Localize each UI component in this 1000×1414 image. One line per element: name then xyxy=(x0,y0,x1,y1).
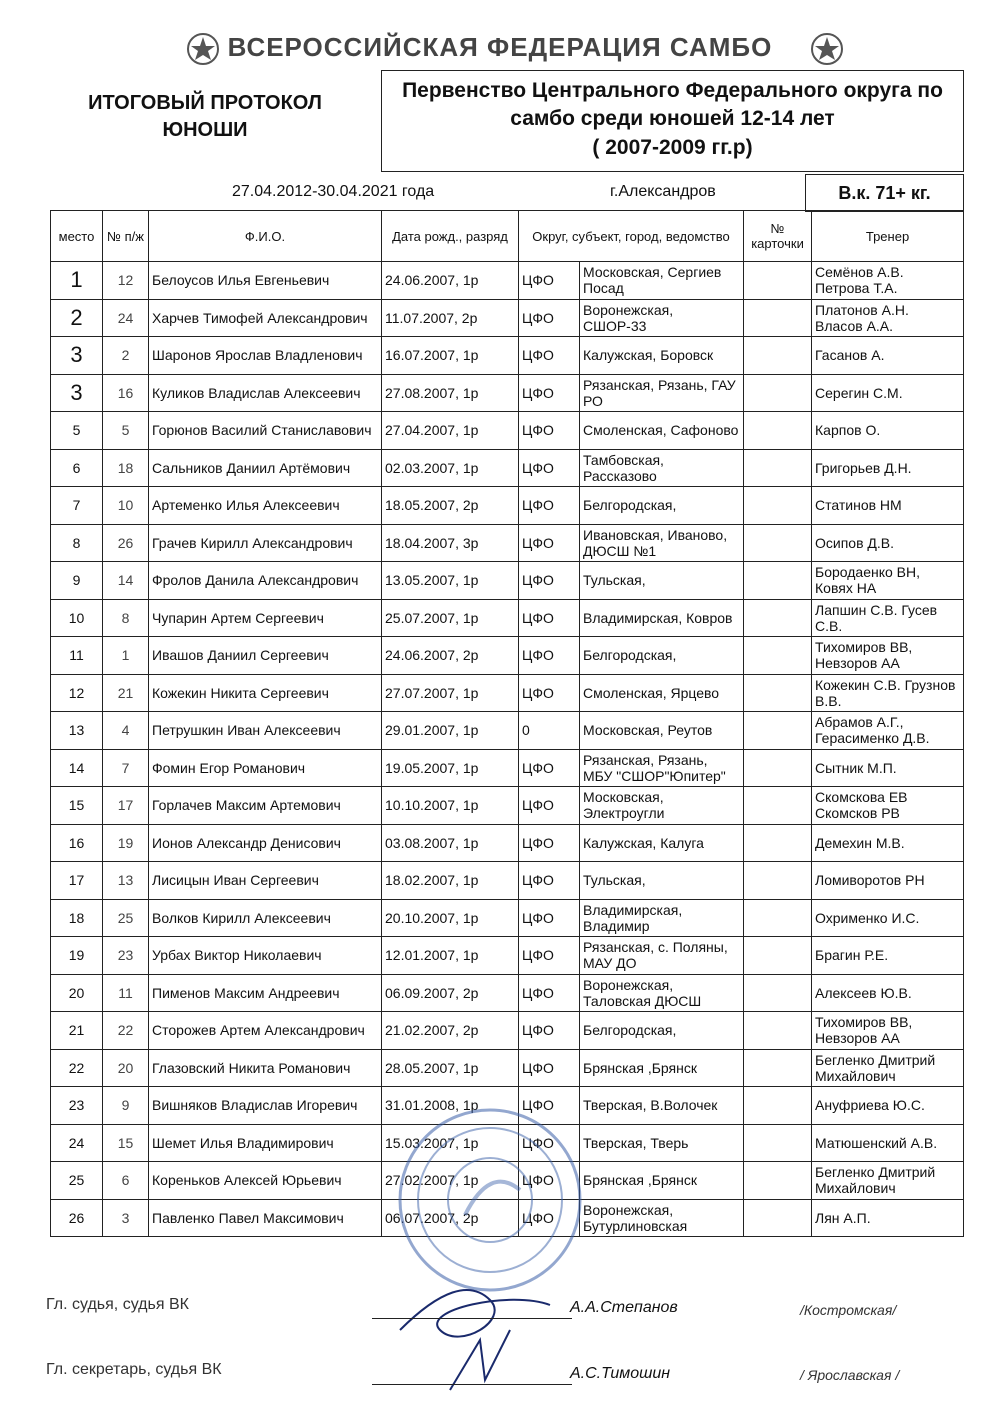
table-row xyxy=(51,562,964,600)
row-num: 10 xyxy=(103,487,149,525)
row-trainer: Лапшин С.В. Гусев С.В. xyxy=(812,599,964,637)
row-fio: Шаронов Ярослав Владленович xyxy=(149,337,382,375)
judge-label: Гл. судья, судья ВК xyxy=(46,1296,189,1313)
row-dob: 20.10.2007, 1р xyxy=(382,899,519,937)
row-region: Московская, Электроугли xyxy=(580,787,744,825)
table-row xyxy=(51,524,964,562)
row-dob: 18.04.2007, 3р xyxy=(382,524,519,562)
table-row xyxy=(51,674,964,712)
table-row xyxy=(51,599,964,637)
row-okrug: ЦФО xyxy=(519,599,580,637)
row-place: 12 xyxy=(51,674,103,712)
row-okrug: ЦФО xyxy=(519,862,580,900)
row-trainer: Кожекин С.В. Грузнов В.В. xyxy=(812,674,964,712)
row-fio: Сальников Даниил Артёмович xyxy=(149,449,382,487)
row-place: 25 xyxy=(51,1162,103,1200)
header-place: место xyxy=(51,211,103,262)
row-okrug: ЦФО xyxy=(519,674,580,712)
row-dob: 27.02.2007, 1р xyxy=(382,1162,519,1200)
row-card xyxy=(744,374,812,412)
row-num: 20 xyxy=(103,1049,149,1087)
row-region: Тамбовская, Рассказово xyxy=(580,449,744,487)
row-okrug: ЦФО xyxy=(519,1012,580,1050)
row-card xyxy=(744,787,812,825)
row-card xyxy=(744,524,812,562)
table-row xyxy=(51,299,964,337)
header-dob: Дата рожд., разряд xyxy=(382,211,519,262)
secretary-name: А.С.Тимошин xyxy=(570,1365,671,1382)
table-row xyxy=(51,712,964,750)
row-place: 15 xyxy=(51,787,103,825)
row-place: 10 xyxy=(51,599,103,637)
judge-region: /Костромская/ xyxy=(800,1302,897,1318)
row-dob: 27.08.2007, 1р xyxy=(382,374,519,412)
row-num: 1 xyxy=(103,637,149,675)
row-place: 9 xyxy=(51,562,103,600)
row-num: 7 xyxy=(103,749,149,787)
row-trainer: Скомскова ЕВ Скомсков РВ xyxy=(812,787,964,825)
row-place: 8 xyxy=(51,524,103,562)
row-region: Тульская, xyxy=(580,562,744,600)
row-num: 2 xyxy=(103,337,149,375)
row-place: 18 xyxy=(51,899,103,937)
table-row xyxy=(51,937,964,975)
official-stamp xyxy=(395,1105,585,1295)
row-trainer: Осипов Д.В. xyxy=(812,524,964,562)
row-dob: 25.07.2007, 1р xyxy=(382,599,519,637)
row-trainer: Лян А.П. xyxy=(812,1199,964,1237)
row-trainer: Карпов О. xyxy=(812,412,964,450)
table-row xyxy=(51,337,964,375)
table-row xyxy=(51,637,964,675)
row-num: 16 xyxy=(103,374,149,412)
row-dob: 28.05.2007, 1р xyxy=(382,1049,519,1087)
row-region: Рязанская, Рязань, ГАУ РО xyxy=(580,374,744,412)
row-dob: 18.02.2007, 1р xyxy=(382,862,519,900)
row-card xyxy=(744,599,812,637)
row-okrug: ЦФО xyxy=(519,562,580,600)
row-fio: Харчев Тимофей Александрович xyxy=(149,299,382,337)
row-okrug: ЦФО xyxy=(519,374,580,412)
row-place: 3 xyxy=(51,374,103,412)
row-trainer: Тихомиров ВВ, Невзоров АА xyxy=(812,1012,964,1050)
table-header-row xyxy=(51,211,964,262)
row-trainer: Ануфриева Ю.С. xyxy=(812,1087,964,1125)
row-num: 26 xyxy=(103,524,149,562)
table-row xyxy=(51,749,964,787)
event-city: г.Александров xyxy=(610,183,716,200)
row-num: 19 xyxy=(103,824,149,862)
row-dob: 21.02.2007, 2р xyxy=(382,1012,519,1050)
secretary-region: / Ярославская / xyxy=(800,1367,900,1383)
row-card xyxy=(744,1087,812,1125)
row-card xyxy=(744,262,812,300)
row-region: Владимирская, Владимир xyxy=(580,899,744,937)
row-card xyxy=(744,1012,812,1050)
row-okrug: ЦФО xyxy=(519,749,580,787)
row-card xyxy=(744,337,812,375)
row-dob: 27.07.2007, 1р xyxy=(382,674,519,712)
row-num: 24 xyxy=(103,299,149,337)
row-fio: Фомин Егор Романович xyxy=(149,749,382,787)
organization-title: ВСЕРОССИЙСКАЯ ФЕДЕРАЦИЯ САМБО xyxy=(227,32,773,62)
row-num: 3 xyxy=(103,1199,149,1237)
row-fio: Кожекин Никита Сергеевич xyxy=(149,674,382,712)
row-region: Воронежская, Бутурлиновская xyxy=(580,1199,744,1237)
row-okrug: ЦФО xyxy=(519,1124,580,1162)
row-fio: Шемет Илья Владимирович xyxy=(149,1124,382,1162)
row-trainer: Демехин М.В. xyxy=(812,824,964,862)
row-okrug: ЦФО xyxy=(519,937,580,975)
table-row xyxy=(51,262,964,300)
row-num: 12 xyxy=(103,262,149,300)
row-num: 18 xyxy=(103,449,149,487)
event-dates: 27.04.2012-30.04.2021 года xyxy=(232,183,435,200)
row-fio: Горюнов Василий Станиславович xyxy=(149,412,382,450)
table-row xyxy=(51,449,964,487)
row-fio: Вишняков Владислав Игоревич xyxy=(149,1087,382,1125)
row-dob: 03.08.2007, 1р xyxy=(382,824,519,862)
header-trainer: Тренер xyxy=(812,211,964,262)
row-num: 21 xyxy=(103,674,149,712)
row-okrug: ЦФО xyxy=(519,299,580,337)
row-place: 17 xyxy=(51,862,103,900)
row-region: Тверская, В.Волочек xyxy=(580,1087,744,1125)
row-dob: 06.09.2007, 2р xyxy=(382,974,519,1012)
row-card xyxy=(744,824,812,862)
header-district: Округ, субъект, город, ведомство xyxy=(519,211,744,262)
row-trainer: Статинов НМ xyxy=(812,487,964,525)
row-num: 13 xyxy=(103,862,149,900)
row-num: 8 xyxy=(103,599,149,637)
row-okrug: ЦФО xyxy=(519,787,580,825)
row-fio: Пименов Максим Андреевич xyxy=(149,974,382,1012)
row-place: 22 xyxy=(51,1049,103,1087)
row-okrug: ЦФО xyxy=(519,449,580,487)
judge-name: А.А.Степанов xyxy=(570,1299,678,1316)
table-row xyxy=(51,487,964,525)
table-row xyxy=(51,787,964,825)
row-region: Рязанская, Рязань, МБУ "СШОР"Юпитер" xyxy=(580,749,744,787)
row-dob: 15.03.2007, 1р xyxy=(382,1124,519,1162)
row-place: 14 xyxy=(51,749,103,787)
row-trainer: Семёнов А.В. Петрова Т.А. xyxy=(812,262,964,300)
row-dob: 19.05.2007, 1р xyxy=(382,749,519,787)
row-num: 11 xyxy=(103,974,149,1012)
row-region: Смоленская, Сафоново xyxy=(580,412,744,450)
row-okrug: ЦФО xyxy=(519,412,580,450)
row-place: 23 xyxy=(51,1087,103,1125)
header-card: № карточки xyxy=(744,211,812,262)
row-okrug: ЦФО xyxy=(519,262,580,300)
row-fio: Ивашов Даниил Сергеевич xyxy=(149,637,382,675)
table-row xyxy=(51,374,964,412)
row-dob: 11.07.2007, 2р xyxy=(382,299,519,337)
row-okrug: ЦФО xyxy=(519,1162,580,1200)
row-region: Брянская ,Брянск xyxy=(580,1162,744,1200)
row-fio: Фролов Данила Александрович xyxy=(149,562,382,600)
row-region: Калужская, Калуга xyxy=(580,824,744,862)
row-okrug: ЦФО xyxy=(519,1087,580,1125)
secretary-sign-line xyxy=(372,1384,572,1385)
row-place: 20 xyxy=(51,974,103,1012)
row-num: 5 xyxy=(103,412,149,450)
row-card xyxy=(744,712,812,750)
row-region: Ивановская, Иваново, ДЮСШ №1 xyxy=(580,524,744,562)
row-region: Белгородская, xyxy=(580,637,744,675)
row-region: Воронежская, СШОР-33 xyxy=(580,299,744,337)
row-fio: Урбах Виктор Николаевич xyxy=(149,937,382,975)
row-card xyxy=(744,674,812,712)
row-dob: 24.06.2007, 2р xyxy=(382,637,519,675)
row-dob: 24.06.2007, 1р xyxy=(382,262,519,300)
row-trainer: Гасанов А. xyxy=(812,337,964,375)
row-fio: Грачев Кирилл Александрович xyxy=(149,524,382,562)
row-trainer: Бегленко Дмитрий Михайлович xyxy=(812,1162,964,1200)
row-trainer: Григорьев Д.Н. xyxy=(812,449,964,487)
row-card xyxy=(744,1049,812,1087)
star-emblem-icon xyxy=(810,32,844,66)
row-place: 19 xyxy=(51,937,103,975)
row-trainer: Абрамов А.Г., Герасименко Д.В. xyxy=(812,712,964,750)
row-num: 4 xyxy=(103,712,149,750)
row-trainer: Ломиворотов РН xyxy=(812,862,964,900)
row-fio: Лисицын Иван Сергеевич xyxy=(149,862,382,900)
row-num: 9 xyxy=(103,1087,149,1125)
row-place: 5 xyxy=(51,412,103,450)
row-dob: 02.03.2007, 1р xyxy=(382,449,519,487)
row-region: Тульская, xyxy=(580,862,744,900)
row-region: Смоленская, Ярцево xyxy=(580,674,744,712)
results-table xyxy=(50,210,964,1237)
row-trainer: Серегин С.М. xyxy=(812,374,964,412)
row-place: 2 xyxy=(51,299,103,337)
row-fio: Ионов Александр Денисович xyxy=(149,824,382,862)
row-trainer: Бегленко Дмитрий Михайлович xyxy=(812,1049,964,1087)
row-region: Белгородская, xyxy=(580,1012,744,1050)
row-place: 21 xyxy=(51,1012,103,1050)
row-num: 17 xyxy=(103,787,149,825)
row-card xyxy=(744,562,812,600)
row-region: Рязанская, с. Поляны, МАУ ДО xyxy=(580,937,744,975)
row-okrug: ЦФО xyxy=(519,487,580,525)
row-fio: Павленко Павел Максимович xyxy=(149,1199,382,1237)
row-card xyxy=(744,449,812,487)
row-fio: Волков Кирилл Алексеевич xyxy=(149,899,382,937)
weight-class: В.к. 71+ кг. xyxy=(805,174,964,212)
row-fio: Сторожев Артем Александрович xyxy=(149,1012,382,1050)
row-place: 6 xyxy=(51,449,103,487)
row-trainer: Матюшенский А.В. xyxy=(812,1124,964,1162)
row-place: 26 xyxy=(51,1199,103,1237)
row-card xyxy=(744,412,812,450)
row-okrug: ЦФО xyxy=(519,824,580,862)
row-place: 1 xyxy=(51,262,103,300)
row-place: 7 xyxy=(51,487,103,525)
row-trainer: Охрименко И.С. xyxy=(812,899,964,937)
row-region: Тверская, Тверь xyxy=(580,1124,744,1162)
row-num: 23 xyxy=(103,937,149,975)
row-okrug: ЦФО xyxy=(519,1049,580,1087)
row-card xyxy=(744,862,812,900)
row-place: 13 xyxy=(51,712,103,750)
row-dob: 12.01.2007, 1р xyxy=(382,937,519,975)
event-title-box: Первенство Центрального Федерального округа по самбо среди юношей 12-14 лет ( 2007-2009 гг.р) xyxy=(381,70,964,172)
row-region: Воронежская, Таловская ДЮСШ xyxy=(580,974,744,1012)
row-okrug: ЦФО xyxy=(519,524,580,562)
row-fio: Глазовский Никита Романович xyxy=(149,1049,382,1087)
row-okrug: 0 xyxy=(519,712,580,750)
row-fio: Горлачев Максим Артемович xyxy=(149,787,382,825)
row-okrug: ЦФО xyxy=(519,974,580,1012)
row-card xyxy=(744,637,812,675)
row-trainer: Платонов А.Н. Власов А.А. xyxy=(812,299,964,337)
row-dob: 10.10.2007, 1р xyxy=(382,787,519,825)
row-card xyxy=(744,749,812,787)
row-fio: Куликов Владислав Алексеевич xyxy=(149,374,382,412)
row-fio: Петрушкин Иван Алексеевич xyxy=(149,712,382,750)
row-dob: 13.05.2007, 1р xyxy=(382,562,519,600)
row-dob: 18.05.2007, 2р xyxy=(382,487,519,525)
table-row xyxy=(51,1049,964,1087)
row-okrug: ЦФО xyxy=(519,637,580,675)
protocol-title: ИТОГОВЫЙ ПРОТОКОЛ ЮНОШИ xyxy=(88,92,322,141)
table-row xyxy=(51,824,964,862)
row-fio: Артеменко Илья Алексеевич xyxy=(149,487,382,525)
table-row xyxy=(51,1012,964,1050)
row-region: Брянская ,Брянск xyxy=(580,1049,744,1087)
row-num: 25 xyxy=(103,899,149,937)
row-card xyxy=(744,974,812,1012)
judge-sign-line xyxy=(372,1318,572,1319)
row-trainer: Брагин Р.Е. xyxy=(812,937,964,975)
row-dob: 29.01.2007, 1р xyxy=(382,712,519,750)
row-dob: 31.01.2008, 1р xyxy=(382,1087,519,1125)
row-trainer: Тихомиров ВВ, Невзоров АА xyxy=(812,637,964,675)
row-fio: Белоусов Илья Евгеньевич xyxy=(149,262,382,300)
row-region: Калужская, Боровск xyxy=(580,337,744,375)
row-region: Московская, Сергиев Посад xyxy=(580,262,744,300)
row-card xyxy=(744,1162,812,1200)
secretary-label: Гл. секретарь, судья ВК xyxy=(46,1361,222,1378)
row-card xyxy=(744,899,812,937)
row-card xyxy=(744,937,812,975)
row-card xyxy=(744,299,812,337)
header-num: № п/ж xyxy=(103,211,149,262)
row-okrug: ЦФО xyxy=(519,899,580,937)
row-trainer: Алексеев Ю.В. xyxy=(812,974,964,1012)
row-dob: 27.04.2007, 1р xyxy=(382,412,519,450)
row-num: 15 xyxy=(103,1124,149,1162)
row-fio: Кореньков Алексей Юрьевич xyxy=(149,1162,382,1200)
row-num: 22 xyxy=(103,1012,149,1050)
row-place: 16 xyxy=(51,824,103,862)
row-region: Белгородская, xyxy=(580,487,744,525)
row-fio: Чупарин Артем Сергеевич xyxy=(149,599,382,637)
table-row xyxy=(51,862,964,900)
handwritten-signature xyxy=(380,1270,580,1400)
table-row xyxy=(51,412,964,450)
row-trainer: Сытник М.П. xyxy=(812,749,964,787)
row-place: 3 xyxy=(51,337,103,375)
row-card xyxy=(744,1124,812,1162)
row-dob: 06.07.2007, 2р xyxy=(382,1199,519,1237)
row-trainer: Бородаенко ВН, Ковях НА xyxy=(812,562,964,600)
row-num: 14 xyxy=(103,562,149,600)
table-row xyxy=(51,974,964,1012)
row-num: 6 xyxy=(103,1162,149,1200)
row-okrug: ЦФО xyxy=(519,1199,580,1237)
row-region: Владимирская, Ковров xyxy=(580,599,744,637)
row-card xyxy=(744,1199,812,1237)
header-fio: Ф.И.О. xyxy=(149,211,382,262)
row-okrug: ЦФО xyxy=(519,337,580,375)
table-row xyxy=(51,899,964,937)
row-card xyxy=(744,487,812,525)
row-place: 24 xyxy=(51,1124,103,1162)
row-region: Московская, Реутов xyxy=(580,712,744,750)
row-dob: 16.07.2007, 1р xyxy=(382,337,519,375)
row-place: 11 xyxy=(51,637,103,675)
